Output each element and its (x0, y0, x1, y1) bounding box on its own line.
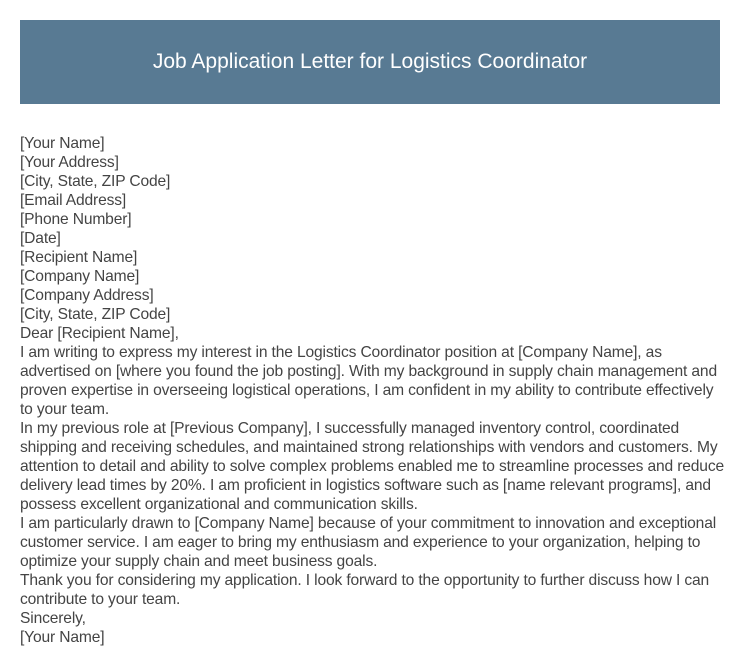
recipient-company-address: [Company Address] (20, 287, 154, 304)
sender-city-state-zip: [City, State, ZIP Code] (20, 173, 171, 190)
sender-email: [Email Address] (20, 192, 127, 209)
paragraph-thanks: Thank you for considering my application. I look forward to the opportunity to further discuss how I can contribute to your team. (20, 572, 710, 608)
recipient-company: [Company Name] (20, 268, 140, 285)
recipient-city-state-zip: [City, State, ZIP Code] (20, 306, 171, 323)
sender-address: [Your Address] (20, 154, 119, 171)
letter-date: [Date] (20, 230, 61, 247)
paragraph-motivation: I am particularly drawn to [Company Name] because of your commitment to innovation and exceptional customer service. I am eager to bring my enthusiasm and experience to your organization, helping to optimize your supply chain and meet business goals. (20, 515, 717, 570)
paragraph-experience: In my previous role at [Previous Company], I successfully managed inventory control, coordinated shipping and receiving schedules, and maintained strong relationships with vendors and customers. My attention to detail and ability to solve complex problems enabled me to streamline processes and reduce delivery lead times by 20%. I am proficient in logistics software such as [name relevant programs], and possess excellent organizational and communication skills. (20, 420, 725, 513)
page-header-banner (20, 20, 720, 104)
sender-phone: [Phone Number] (20, 211, 132, 228)
recipient-name: [Recipient Name] (20, 249, 138, 266)
closing: Sincerely, (20, 610, 86, 627)
salutation: Dear [Recipient Name], (20, 325, 179, 342)
signature: [Your Name] (20, 629, 105, 646)
paragraph-intro: I am writing to express my interest in the Logistics Coordinator position at [Company Name], as advertised on [where you found the job posting]. With my background in supply chain management and proven expertise in overseeing logistical operations, I am confident in my ability to contribute effectively to your team. (20, 344, 717, 418)
letter-body (20, 134, 724, 647)
page-title: Job Application Letter for Logistics Coordinator (152, 50, 588, 73)
sender-name: [Your Name] (20, 135, 105, 152)
